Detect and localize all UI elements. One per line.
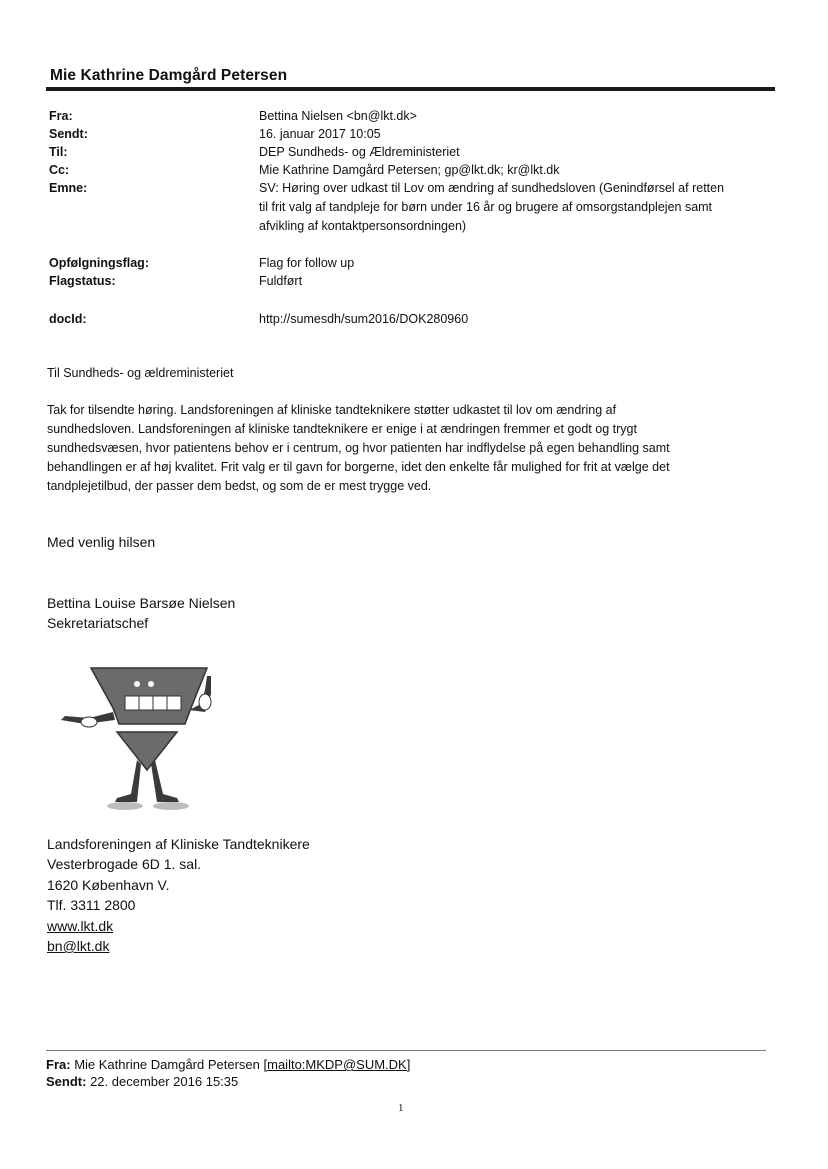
body-line-5: tandplejetilbud, der passer dem bedst, og som de er mest trygge ved. — [47, 479, 432, 493]
closing: Med venlig hilsen — [47, 534, 156, 550]
subject-line-2: til frit valg af tandpleje for børn under 16 år og brugere af omsorgstandplejen samt — [259, 200, 713, 214]
signature-name: Bettina Louise Barsøe Nielsen — [47, 595, 236, 611]
signature-title: Sekretariatschef — [47, 615, 149, 631]
subject-line-3: afvikling af kontaktpersonsordningen) — [259, 219, 467, 233]
docid-value: http://sumesdh/sum2016/DOK280960 — [259, 312, 469, 326]
cc-label: Cc: — [49, 163, 70, 177]
body-line-3: sundhedsvæsen, hvor patientens behov er i centrum, og hvor patienten har indflydelse på egen behandling samt — [47, 441, 670, 455]
docid-label: docId: — [49, 312, 87, 326]
page-owner-name: Mie Kathrine Damgård Petersen — [50, 67, 288, 84]
signature-website-wrap — [47, 916, 113, 937]
footer-from-line — [46, 1056, 410, 1073]
flagstatus-value: Fuldført — [259, 274, 303, 288]
to-label: Til: — [49, 145, 68, 159]
flag-label: Opfølgningsflag: — [49, 256, 149, 270]
cc-value: Mie Kathrine Damgård Petersen; gp@lkt.dk; kr@lkt.dk — [259, 163, 560, 177]
from-value: Bettina Nielsen <bn@lkt.dk> — [259, 109, 417, 123]
greeting: Til Sundheds- og ældreministeriet — [47, 366, 234, 380]
subject-line-1: SV: Høring over udkast til Lov om ændring af sundhedsloven (Genindførsel af retten — [259, 181, 725, 195]
tooth-mascot-icon — [55, 660, 225, 820]
header-rule — [46, 87, 775, 91]
to-value: DEP Sundheds- og Ældreministeriet — [259, 145, 460, 159]
page-number: 1 — [398, 1102, 404, 1114]
sent-label: Sendt: — [49, 127, 88, 141]
footer-from-value: Mie Kathrine Damgård Petersen — [74, 1057, 260, 1072]
signature-street: Vesterbrogade 6D 1. sal. — [47, 856, 202, 872]
signature-email-wrap — [47, 936, 109, 957]
signature-phone: Tlf. 3311 2800 — [47, 897, 136, 913]
signature-org: Landsforeningen af Kliniske Tandteknikere — [47, 836, 310, 852]
footer-from-label: Fra: — [46, 1057, 71, 1072]
body-line-1: Tak for tilsendte høring. Landsforeningen af kliniske tandteknikere støtter udkastet til lov om ændring af — [47, 403, 617, 417]
footer-sent-value: 22. december 2016 15:35 — [90, 1074, 239, 1089]
subject-label: Emne: — [49, 181, 88, 195]
from-label: Fra: — [49, 109, 73, 123]
footer-mailto-link[interactable]: [mailto:MKDP@SUM.DK] — [263, 1057, 411, 1072]
website-link[interactable]: www.lkt.dk — [47, 918, 114, 934]
body-line-4: behandlingen er af høj kvalitet. Frit valg er til gavn for borgerne, idet den enkelte får mulighed for frit at vælge det — [47, 460, 670, 474]
flag-value: Flag for follow up — [259, 256, 355, 270]
body-line-2: sundhedsloven. Landsforeningen af kliniske tandteknikere er enige i at ændringen fremmer et godt og trygt — [47, 422, 637, 436]
footer-rule — [46, 1050, 766, 1051]
email-link[interactable]: bn@lkt.dk — [47, 938, 110, 954]
footer-sent-line — [46, 1073, 238, 1090]
footer-sent-label: Sendt: — [46, 1074, 87, 1089]
flagstatus-label: Flagstatus: — [49, 274, 116, 288]
signature-city: 1620 København V. — [47, 877, 170, 893]
sent-value: 16. januar 2017 10:05 — [259, 127, 381, 141]
